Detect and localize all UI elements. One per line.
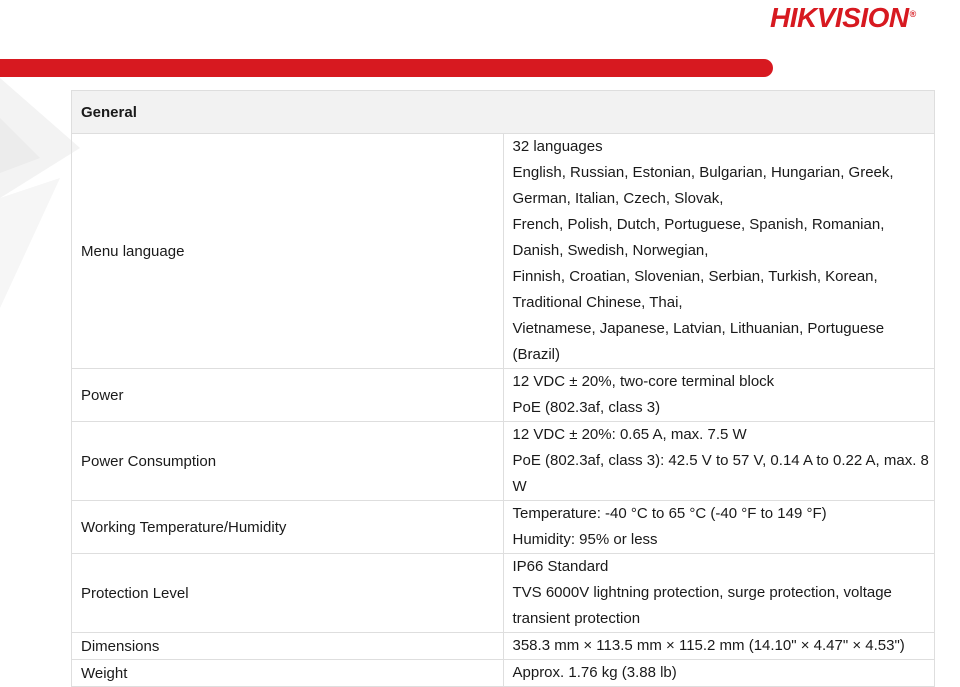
watermark-triangle-graphic [0, 78, 80, 338]
table-row [72, 134, 935, 369]
value-line: 12 VDC ± 20%: 0.65 A, max. 7.5 W [512, 426, 747, 443]
row-label: Power Consumption [72, 422, 504, 501]
value-line: PoE (802.3af, class 3): 42.5 V to 57 V, 0.14 A to 0.22 A, max. 8 W [512, 452, 929, 495]
value-line: 12 VDC ± 20%, two-core terminal block [512, 373, 775, 390]
section-header-row [72, 91, 935, 134]
value-line: TVS 6000V lightning protection, surge protection, voltage transient protection [512, 584, 892, 627]
header-red-band [0, 59, 773, 77]
row-label: Protection Level [72, 554, 504, 633]
value-line: French, Polish, Dutch, Portuguese, Spanish, Romanian, Danish, Swedish, Norwegian, [512, 216, 885, 259]
table-row [72, 369, 935, 422]
hikvision-logo: HIKVISION® [770, 2, 916, 33]
value-line: PoE (802.3af, class 3) [512, 399, 661, 416]
table-row [72, 633, 935, 660]
row-label: Working Temperature/Humidity [72, 501, 504, 554]
value-line: Finnish, Croatian, Slovenian, Serbian, Turkish, Korean, Traditional Chinese, Thai, [512, 268, 878, 311]
table-row [72, 501, 935, 554]
section-title: General [72, 91, 935, 134]
row-value [503, 134, 935, 369]
row-value [503, 554, 935, 633]
row-label: Dimensions [72, 633, 504, 660]
value-line: Vietnamese, Japanese, Latvian, Lithuanian, Portuguese (Brazil) [512, 320, 885, 363]
value-line: Temperature: -40 °C to 65 °C (-40 °F to 149 °F) [512, 505, 827, 522]
table-row [72, 554, 935, 633]
value-line: 32 languages [512, 138, 603, 155]
row-value [503, 422, 935, 501]
row-label: Power [72, 369, 504, 422]
table-row [72, 660, 935, 687]
value-line: Approx. 1.76 kg (3.88 lb) [512, 664, 677, 681]
row-value [503, 660, 935, 687]
value-line: IP66 Standard [512, 558, 609, 575]
spec-table [71, 90, 935, 687]
table-row [72, 422, 935, 501]
row-value [503, 633, 935, 660]
row-label: Menu language [72, 134, 504, 369]
value-line: 358.3 mm × 113.5 mm × 115.2 mm (14.10" × 4.47" × 4.53") [512, 637, 905, 654]
value-line: Humidity: 95% or less [512, 531, 658, 548]
row-value [503, 501, 935, 554]
row-value [503, 369, 935, 422]
row-label: Weight [72, 660, 504, 687]
value-line: English, Russian, Estonian, Bulgarian, Hungarian, Greek, German, Italian, Czech, Slovak, [512, 164, 894, 207]
